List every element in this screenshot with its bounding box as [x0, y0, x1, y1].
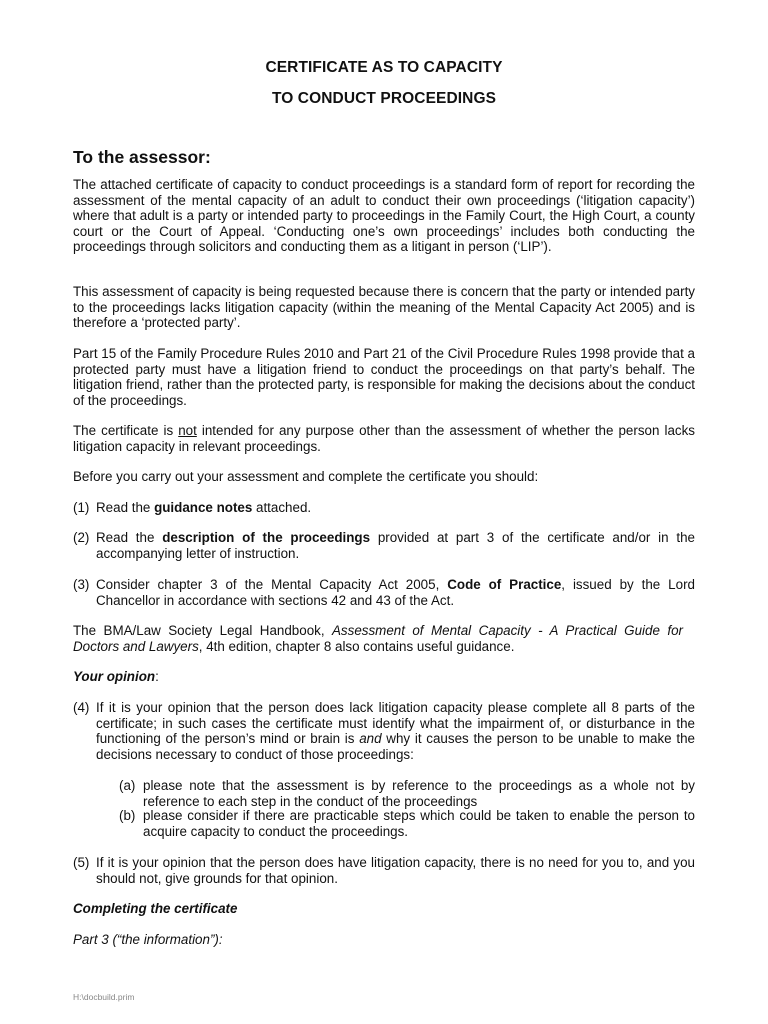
title-line-2: TO CONDUCT PROCEEDINGS	[271, 90, 497, 107]
opinion-heading-text: Your opinion	[73, 669, 156, 684]
list-item-2-after: provided at part 3 of the certificate and/or in the accompanying letter of instruction.	[96, 530, 695, 561]
completing-heading: Completing the certificate	[73, 901, 238, 916]
purpose-paragraph	[73, 423, 695, 454]
sub-item-a-text: please note that the assessment is by reference to the proceedings as a whole not by reference to each step in the conduct of the proceedings	[143, 778, 695, 809]
purpose-text-after: intended for any purpose other than the assessment of whether the person lacks litigation capacity in relevant proceedings.	[73, 423, 695, 454]
sub-item-b-text: please consider if there are practicable steps which could be taken to enable the person to acquire capacity to conduct the proceedings.	[143, 808, 695, 839]
list-item-3-label: (3)	[73, 577, 90, 592]
list-item-3-after: , issued by the Lord Chancellor in accordance with sections 42 and 43 of the Act.	[96, 577, 695, 608]
title-line-1: CERTIFICATE AS TO CAPACITY	[265, 59, 503, 76]
list-item-2-before: Read the	[96, 530, 163, 545]
sub-item-b	[119, 808, 695, 839]
assessor-heading: To the assessor:	[73, 147, 211, 167]
list-item-4-italic: and	[359, 731, 382, 747]
list-item-1-label: (1)	[73, 500, 90, 515]
request-paragraph: This assessment of capacity is being requested because there is concern that the party or intended party to the proceedings lacks litigation capacity (within the meaning of the Mental Capacity Act 2005) and is therefore a ‘protected party’.	[73, 284, 695, 331]
part3-heading: Part 3 (“the information”):	[73, 932, 223, 947]
sub-item-a	[119, 778, 695, 809]
list-item-4-before: If it is your opinion that the person does lack litigation capacity please complete all 8 parts of the certificate; in such cases the certificate must identify what the impairment of, or disturbance in the functioning of the person’s mind or brain is	[96, 700, 695, 747]
list-item-5-label: (5)	[73, 855, 90, 870]
list-item-1	[73, 500, 695, 516]
before-assessment-paragraph: Before you carry out your assessment and complete the certificate you should:	[73, 469, 539, 484]
list-item-1-before: Read the	[96, 500, 155, 515]
opinion-heading-colon: :	[155, 669, 159, 684]
list-item-2	[73, 530, 695, 561]
opinion-heading	[73, 669, 695, 685]
list-item-1-bold: guidance notes	[154, 500, 253, 515]
list-item-1-after: attached.	[252, 500, 312, 515]
list-item-3-bold: Code of Practice	[447, 577, 562, 592]
sub-item-a-label: (a)	[119, 778, 136, 793]
intro-paragraph: The attached certificate of capacity to conduct proceedings is a standard form of report for recording the assessment of the mental capacity of an adult to conduct their own proceedings (‘litigation capacity’) where that adult is a party or intended party to proceedings in the Family Court, the High Court, a county court or the Court of Appeal. ‘Conducting one’s own proceedings’ includes both conducting the proceedings through solicitors and conducting them as a litigant in person (‘LIP’).	[73, 177, 695, 255]
purpose-emphasis-not: not	[178, 423, 197, 438]
list-item-4	[73, 700, 695, 762]
list-item-3-before: Consider chapter 3 of the Mental Capacity Act 2005,	[96, 577, 448, 592]
handbook-title: Assessment of Mental Capacity - A Practical Guide for Doctors and Lawyers	[73, 623, 683, 654]
list-item-4-label: (4)	[73, 700, 90, 715]
handbook-text-before: The BMA/Law Society Legal Handbook,	[73, 623, 332, 638]
list-item-4-after: why it causes the person to be unable to make the decisions necessary to conduct of those proceedings:	[96, 731, 695, 762]
footer-path: H:\docbuild.prim	[73, 992, 135, 1002]
list-item-2-label: (2)	[73, 530, 90, 545]
list-item-5-text: If it is your opinion that the person does have litigation capacity, there is no need for you to, and you should not, give grounds for that opinion.	[96, 855, 695, 886]
purpose-text-before: The certificate is	[73, 423, 179, 438]
sub-item-b-label: (b)	[119, 808, 136, 823]
list-item-3	[73, 577, 695, 608]
list-item-2-bold: description of the proceedings	[162, 530, 371, 545]
handbook-text-after: , 4th edition, chapter 8 also contains useful guidance.	[198, 638, 515, 654]
list-item-5	[73, 855, 695, 886]
rules-paragraph: Part 15 of the Family Procedure Rules 2010 and Part 21 of the Civil Procedure Rules 1998 provide that a protected party must have a litigation friend to conduct the proceedings on that party’s behalf. The litigation friend, rather than the protected party, is responsible for making the decisions about the conduct of the proceedings.	[73, 346, 695, 408]
handbook-paragraph	[73, 623, 683, 654]
